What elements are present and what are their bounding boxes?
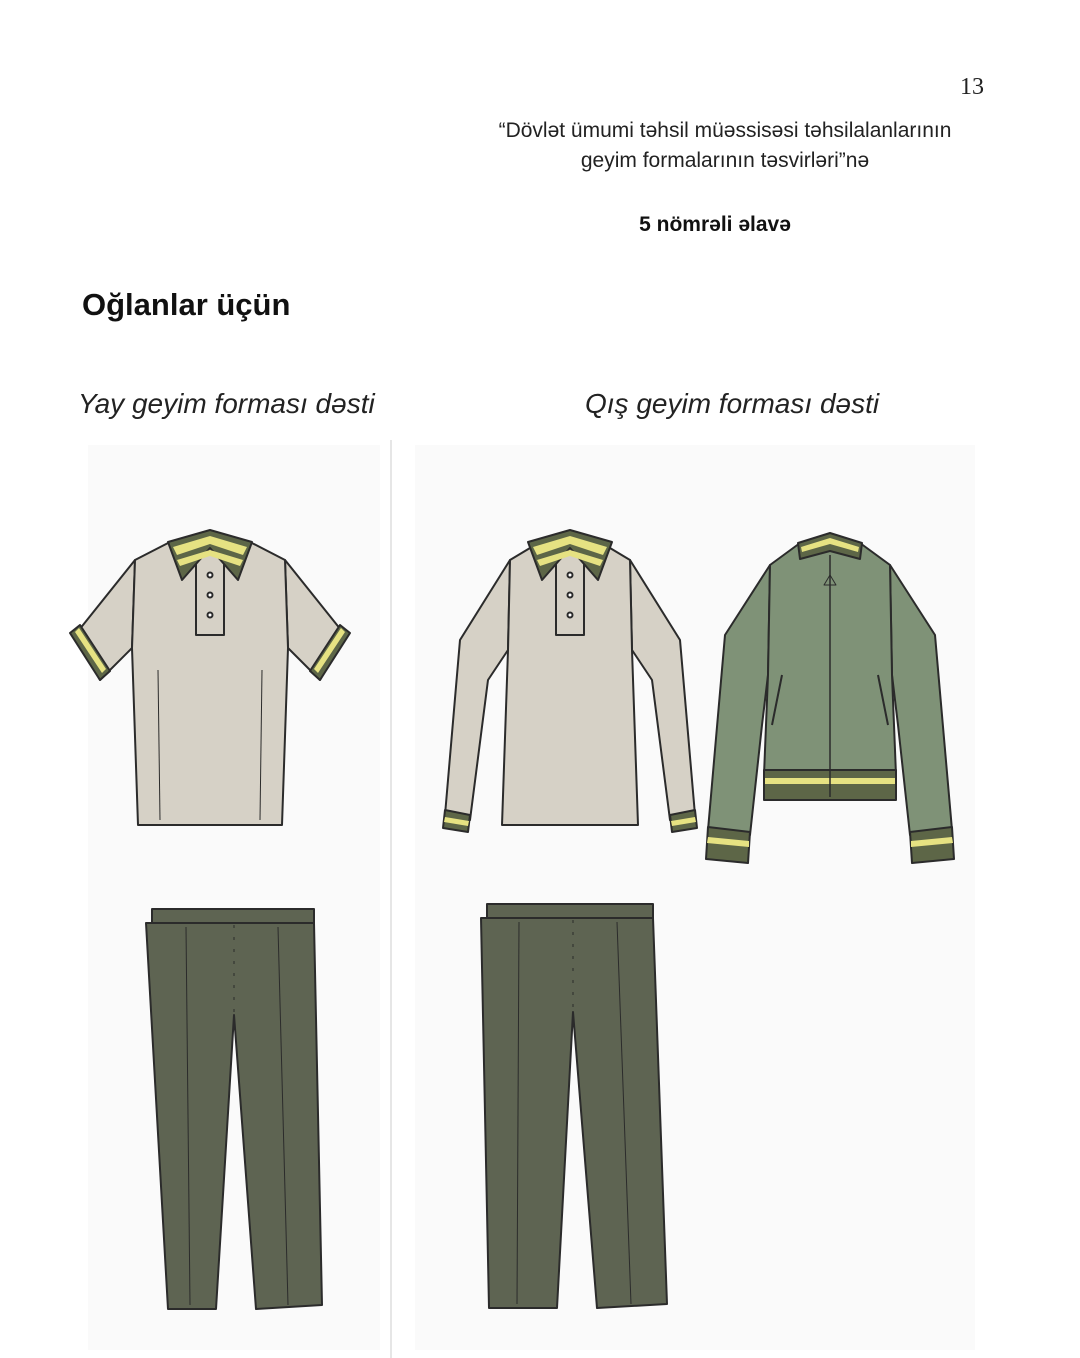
- page-number: 13: [960, 74, 984, 100]
- summer-set-title: Yay geyim forması dəsti: [78, 388, 375, 419]
- section-title: Oğlanlar üçün: [82, 287, 291, 322]
- annex-caption-line-1: “Dövlət ümumi təhsil müəssisəsi təhsilalanlarının: [498, 119, 952, 142]
- bomber-jacket-illustration: [700, 525, 960, 870]
- short-sleeve-polo-illustration: [60, 520, 360, 840]
- summer-trousers-illustration: [138, 905, 338, 1315]
- winter-trousers-illustration: [475, 900, 675, 1315]
- winter-set-title: Qış geyim forması dəsti: [585, 388, 880, 419]
- annex-caption-line-2: geyim formalarının təsvirləri”nə: [580, 149, 870, 172]
- column-divider: [390, 440, 392, 1358]
- long-sleeve-polo-illustration: [440, 520, 700, 840]
- annex-number: 5 nömrəli əlavə: [639, 213, 791, 236]
- annex-caption: [430, 116, 1020, 176]
